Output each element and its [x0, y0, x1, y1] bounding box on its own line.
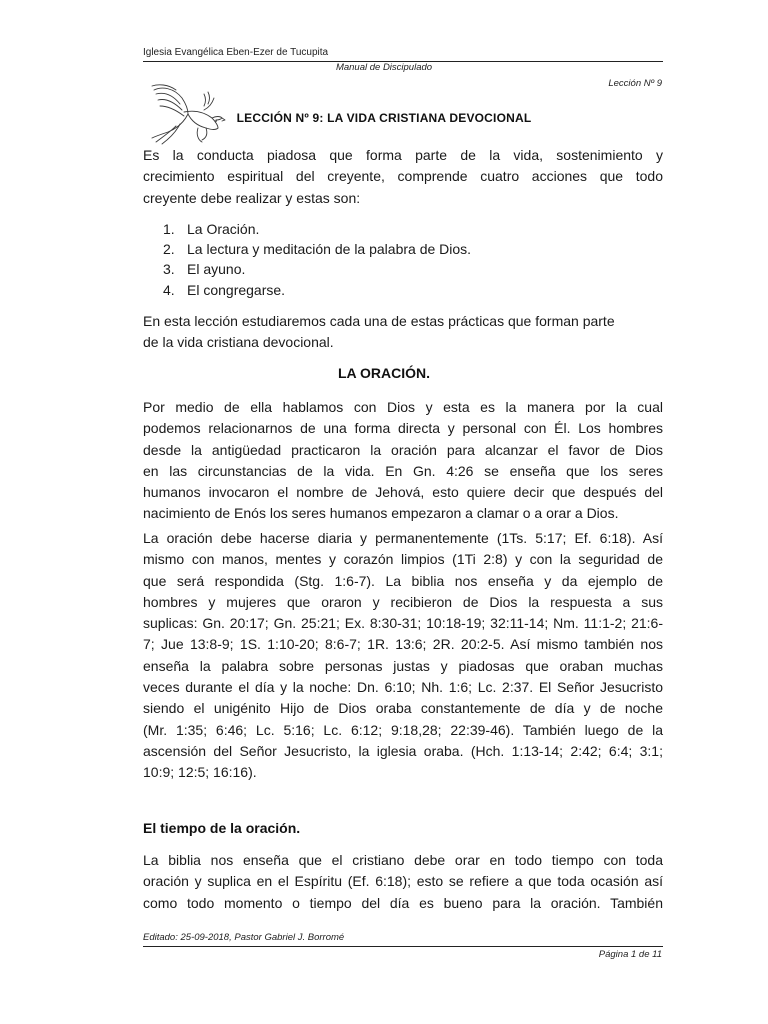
prayer-p2-line: siendo el unigénito Hijo de Dios oraba constantemente de día y de noche: [143, 700, 663, 717]
footer-rule: [143, 946, 663, 947]
list-item: 2. La lectura y meditación de la palabra de Dios.: [163, 241, 472, 258]
time-p1-line: como todo momento o tiempo del día es bueno para la oración. También: [143, 894, 663, 911]
list-item: 3. El ayuno.: [163, 261, 246, 278]
study-note-paragraph: [143, 311, 663, 354]
prayer-p2-line: La oración debe hacerse diaria y permanentemente (1Ts. 5:17; Ef. 6:18). Así: [143, 530, 663, 546]
list-item: 1. La Oración.: [163, 221, 260, 237]
prayer-p1-line: desde la antigüedad practicaron la oración para alcanzar el favor de Dios: [143, 441, 663, 458]
study-note-line: En esta lección estudiaremos cada una de estas prácticas que forman parte: [143, 313, 615, 329]
header-lesson-number: Lección Nº 9: [608, 78, 662, 89]
intro-paragraph: [143, 145, 663, 209]
intro-line: creyente debe realizar y estas son:: [143, 189, 361, 206]
prayer-paragraph-2: [143, 528, 663, 784]
time-p1-line: oración y suplica en el Espíritu (Ef. 6:18); esto se refiere a que toda ocasión así: [143, 873, 663, 890]
prayer-p2-line: 7; Jue 13:8-9; 1S. 1:10-20; 8:6-7; 1R. 13:6; 2R. 20:2-5. Así mismo también nos: [143, 636, 663, 653]
prayer-p1-line: en las circunstancias de la vida. En Gn. 4:26 se enseña que los seres: [143, 462, 663, 479]
prayer-p1-line: Por medio de ella hablamos con Dios y esta es la manera por la cual: [143, 399, 663, 415]
section-title-prayer-time: El tiempo de la oración.: [143, 820, 301, 836]
header-church-name: Iglesia Evangélica Eben-Ezer de Tucupita: [143, 47, 329, 58]
prayer-p1-line: humanos invocaron el nombre de Jehová, esto quiere decir que después del: [143, 484, 663, 501]
prayer-paragraph-1: [143, 397, 663, 525]
study-note-line: de la vida cristiana devocional.: [143, 334, 334, 351]
time-p1-line: La biblia nos enseña que el cristiano debe orar en todo tiempo con toda: [143, 852, 663, 868]
prayer-p2-line: 10:9; 12:5; 16:16).: [143, 764, 257, 781]
footer-page-number: Página 1 de 11: [598, 949, 662, 960]
prayer-p1-line: nacimiento de Enós los seres humanos empezaron a clamar o a orar a Dios.: [143, 505, 619, 522]
prayer-p2-line: mismo con manos, mentes y corazón limpios (1Ti 2:8) y con la seguridad de: [143, 551, 663, 568]
prayer-p2-line: suplicas: Gn. 20:17; Gn. 25:21; Ex. 8:30-31; 10:18-19; 32:11-14; Nm. 11:1-2; 21:6-: [143, 615, 663, 632]
prayer-time-paragraph: [143, 850, 663, 914]
header-manual-title: Manual de Discipulado: [335, 62, 433, 73]
intro-line: Es la conducta piadosa que forma parte de la vida, sostenimiento y: [143, 147, 663, 163]
section-title-prayer: LA ORACIÓN.: [337, 365, 431, 381]
lesson-title: LECCIÓN Nº 9: LA VIDA CRISTIANA DEVOCIONAL: [236, 111, 532, 125]
prayer-p2-line: (Mr. 1:35; 6:46; Lc. 5:16; Lc. 6:12; 9:18,28; 22:39-46). También luego de la: [143, 721, 663, 738]
prayer-p2-line: ascensión del Señor Jesucristo, la iglesia oraba. (Hch. 1:13-14; 2:42; 6:4; 3:1;: [143, 742, 663, 759]
prayer-p2-line: veces durante el día y la noche: Dn. 6:10; Nh. 1:6; Lc. 2:37. El Señor Jesucristo: [143, 679, 663, 696]
prayer-p2-line: que será respondida (Stg. 1:6-7). La biblia nos enseña y da ejemplo de: [143, 572, 663, 589]
intro-line: crecimiento espiritual del creyente, comprende cuatro acciones que todo: [143, 168, 663, 185]
prayer-p2-line: enseña la palabra sobre personas justas y piadosas que oraban muchas: [143, 657, 663, 674]
footer-edited-note: Editado: 25-09-2018, Pastor Gabriel J. Borromé: [143, 932, 345, 943]
prayer-p2-line: hombres y mujeres que oraron y recibieron de Dios la respuesta a sus: [143, 593, 663, 610]
practices-list: [163, 219, 471, 300]
prayer-p1-line: podemos relacionarnos de una forma directa y personal con Él. Los hombres: [143, 420, 663, 437]
list-item: 4. El congregarse.: [163, 281, 286, 298]
